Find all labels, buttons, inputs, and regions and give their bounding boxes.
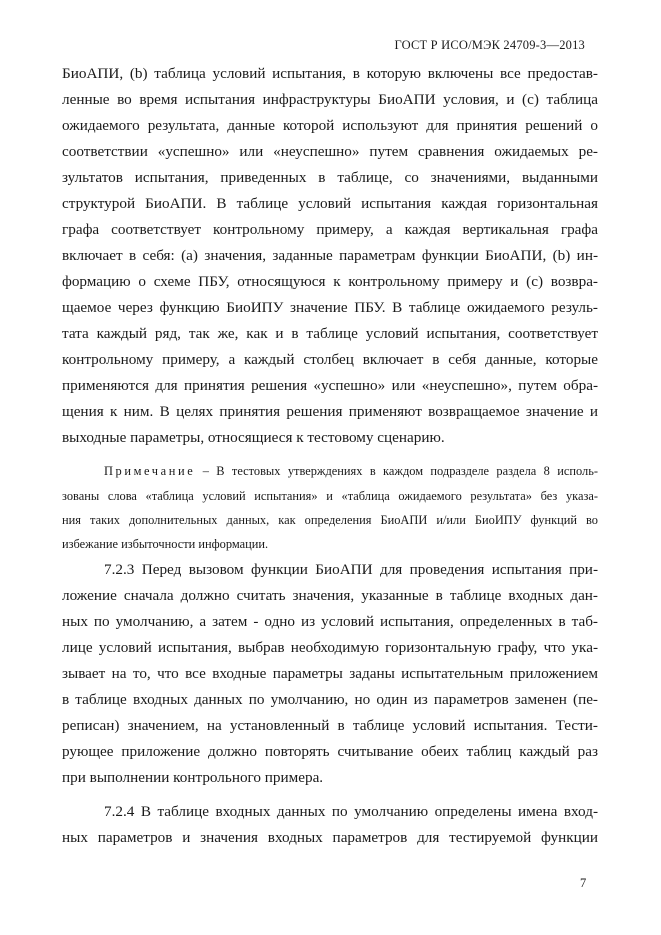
text-line: щаемое через функцию БиоИПУ значение ПБУ. В таблице ожидаемого резуль- bbox=[62, 299, 598, 316]
note-line: избежание избыточности информации. bbox=[62, 537, 269, 551]
text-line: зывает на то, что все входные параметры заданы испытательным приложением bbox=[62, 665, 598, 682]
page-number: 7 bbox=[580, 876, 587, 890]
text-line: контрольному примеру, а каждый столбец включает в себя данные, которые bbox=[62, 351, 598, 368]
note-line: ния таких дополнительных данных, как определения БиоАПИ и/или БиоИПУ функций во bbox=[62, 513, 598, 527]
text-line: ожидаемого результата, данные которой используют для принятия решений о bbox=[62, 117, 598, 134]
note-line: зованы слова «таблица условий испытания» и «таблица ожидаемого результата» без указа- bbox=[62, 489, 598, 503]
text-line: БиоАПИ, (b) таблица условий испытания, в которую включены все предостав- bbox=[62, 65, 598, 82]
text-line: применяются для принятия решения «успешно» или «неуспешно», путем обра- bbox=[62, 377, 598, 394]
text-line: выходные параметры, относящиеся к тестовому сценарию. bbox=[62, 429, 445, 446]
text-line: в таблице входных данных по умолчанию, но один из параметров заменен (пе- bbox=[62, 691, 598, 708]
text-line: щения к ним. В целях принятия решения применяют возвращаемое значение и bbox=[62, 403, 598, 420]
note-text: – В тестовых утверждениях в каждом подразделе раздела 8 исполь- bbox=[195, 464, 598, 478]
text-line: формацию о схеме ПБУ, относящуюся к контрольному примеру и (с) возвра- bbox=[62, 273, 598, 290]
text-line: при выполнении контрольного примера. bbox=[62, 769, 324, 786]
text-line: 7.2.3 Перед вызовом функции БиоАПИ для проведения испытания при- bbox=[104, 561, 598, 578]
text-line: графа соответствует контрольному примеру, а каждая вертикальная графа bbox=[62, 221, 598, 238]
text-line: ложение сначала должно считать значения, указанные в таблице входных дан- bbox=[62, 587, 598, 604]
text-line: тата каждый ряд, так же, как и в таблице условий испытания, соответствует bbox=[62, 325, 598, 342]
text-line: соответствии «успешно» или «неуспешно» путем сравнения ожидаемых ре- bbox=[62, 143, 598, 160]
text-line: реписан) значением, на установленный в таблице условий испытания. Тести- bbox=[62, 717, 598, 734]
text-line: структурой БиоАПИ. В таблице условий испытания каждая горизонтальная bbox=[62, 195, 598, 212]
text-line: включает в себя: (а) значения, заданные параметрам функции БиоАПИ, (b) ин- bbox=[62, 247, 598, 264]
note-first-line bbox=[104, 463, 598, 479]
note-label: Примечание bbox=[104, 464, 196, 478]
text-line: ных по умолчанию, а затем - одно из условий испытания, определенных в таб- bbox=[62, 613, 598, 630]
document-header: ГОСТ Р ИСО/МЭК 24709-3—2013 bbox=[394, 38, 585, 52]
text-line: ных параметров и значения входных параметров для тестируемой функции bbox=[62, 829, 598, 846]
text-line: ленные во время испытания инфраструктуры БиоАПИ условия, и (с) таблица bbox=[62, 91, 598, 108]
text-line: лице условий испытания, выбрав необходимую горизонтальную графу, что ука- bbox=[62, 639, 598, 656]
text-line: зультатов испытания, приведенных в таблице, со значениями, выданными bbox=[62, 169, 598, 186]
text-line: рующее приложение должно повторять считывание обеих таблиц каждый раз bbox=[62, 743, 598, 760]
text-line: 7.2.4 В таблице входных данных по умолчанию определены имена вход- bbox=[104, 803, 598, 820]
